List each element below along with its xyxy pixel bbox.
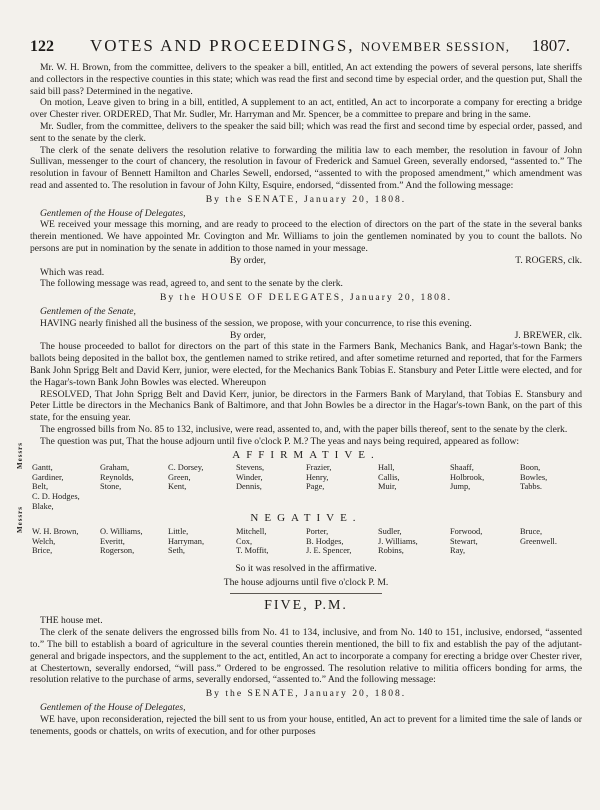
voter-name: C. Dorsey,: [168, 463, 204, 473]
senate-heading: By the SENATE, January 20, 1808.: [205, 193, 407, 205]
vote-column: [236, 463, 264, 492]
voter-name: Bowles,: [520, 472, 548, 482]
vote-column: [450, 527, 482, 556]
running-header: [30, 34, 570, 58]
voter-name: Hall,: [378, 463, 395, 473]
paragraph: The clerk of the senate delivers the engrossed bills from No. 41 to 134, inclusive, and from No. 140 to 151, inclusive, endorsed, “assented to.” The bill to establish a board of agriculture in the several counties therein mentioned, the bill to fix and establish the pay of the adjutant-general and brigade inspectors, and the supplement to the act, entitled, An act to incorporate a company for erecting a bridge over Chester river, at Chestertown, severally endorsed, “will pass.” Ordered to be engrossed. The resolution relative to militia officers bonding for arms, the resolution relative to the purchase of arms, severally endorsed, “assented to.” And the following message:: [30, 627, 582, 686]
paragraph: On motion, Leave given to bring in a bill, entitled, A supplement to an act, entitled, An act to incorporate a company for erecting a bridge over Chester river. ORDERED, That Mr. Sudler, Mr. Harryman and Mr. Spencer, be a committee to prepare and bring in the same.: [30, 97, 582, 121]
vote-result: So it was resolved in the affirmative.: [235, 563, 377, 575]
voter-name: Blake,: [32, 501, 54, 511]
voter-name: Porter,: [306, 527, 329, 537]
salutation: Gentlemen of the House of Delegates,: [40, 702, 186, 714]
page-body: [16, 62, 582, 737]
voter-name: Boon,: [520, 463, 541, 473]
voter-name: Seth,: [168, 546, 185, 556]
voter-name: J. Williams,: [378, 536, 418, 546]
voter-name: Gantt,: [32, 463, 53, 473]
voter-name: Gardiner,: [32, 472, 64, 482]
voter-name: Harryman,: [168, 536, 205, 546]
vote-column: [378, 463, 400, 492]
messrs-label: Messrs: [16, 442, 24, 470]
voter-name: Henry,: [306, 472, 329, 482]
message-text: HAVING nearly finished all the business of the session, we propose, with your concurrence, to rise this evening.: [40, 317, 472, 329]
by-order: By order,: [230, 329, 266, 341]
voter-name: O. Williams,: [100, 527, 143, 537]
paragraph: The engrossed bills from No. 85 to 132, inclusive, were read, assented to, and, with the paper bills thereof, sent to the senate by the clerk.: [40, 423, 568, 435]
voter-name: Green,: [168, 472, 191, 482]
signature-line: [30, 330, 582, 342]
affirmative-heading: AFFIRMATIVE.: [232, 448, 380, 461]
messrs-label: Messrs: [16, 506, 24, 534]
paragraph: The clerk of the senate delivers the resolution relative to forwarding the militia law to each member, the resolution in favour of John Sullivan, messenger to the court of chancery, the resolution in favour of Frederick and Samuel Green, severally endorsed, “assented to.” The resolution in favour of Bennett Hamilton and Charles Sewell, endorsed, “assented to with the proposed amendment,” which amendment was read and assented to. The resolution in favour of John Kilty, Esquire, endorsed, “dissented from.” And the following message:: [30, 144, 582, 191]
section-divider: [230, 593, 382, 594]
voter-name: Everitt,: [100, 536, 125, 546]
salutation: Gentlemen of the Senate,: [40, 305, 136, 317]
voter-name: Shaaff,: [450, 463, 474, 473]
voter-name: Holbrook,: [450, 472, 485, 482]
voter-name: Winder,: [236, 472, 263, 482]
voter-name: Kent,: [168, 482, 187, 492]
signer: T. ROGERS, clk.: [515, 254, 582, 266]
voter-name: Brice,: [32, 546, 53, 556]
voter-name: Rogerson,: [100, 546, 135, 556]
voter-name: Tabbs.: [520, 482, 542, 492]
paragraph: THE house met.: [40, 615, 103, 627]
voter-name: Bruce,: [520, 527, 543, 537]
paragraph: Mr. Sudler, from the committee, delivers to the speaker the said bill; which was read the first and second time by especial order, passed, and sent to the senate by the clerk.: [30, 120, 582, 144]
voter-name: Callis,: [378, 472, 400, 482]
paragraph: The house proceeded to ballot for directors on the part of this state in the Farmers Bank, Mechanics Bank, and Hagar's-town Bank; the ballots being deposited in the ballot box, the gentlemen named to strike retired, and after sometime returned and reported, that for the Farmers Bank John Sprigg Belt and David Kerr, junior, were elected, for the Mechanics Bank Tobias E. Stansbury and Peter Little were elected, and for the Hagar's-town Bank John Bowles was elected. Whereupon: [30, 341, 582, 388]
voter-name: Belt,: [32, 482, 49, 492]
voter-name: Reynolds,: [100, 472, 134, 482]
signature-line: [30, 255, 582, 267]
vote-column: [236, 527, 269, 556]
vote-column: [32, 527, 78, 556]
adjourn-line: The house adjourns until five o'clock P. M.: [223, 576, 389, 588]
salutation: Gentlemen of the House of Delegates,: [40, 207, 186, 219]
paragraph: The question was put, That the house adjourn until five o'clock P. M.? The yeas and nays being required, appeared as follow:: [40, 435, 520, 447]
vote-column: [168, 463, 204, 492]
signer: J. BREWER, clk.: [514, 329, 582, 341]
voter-name: Little,: [168, 527, 189, 537]
vote-column: [32, 463, 80, 511]
voter-name: Graham,: [100, 463, 130, 473]
afternoon-heading: FIVE, P.M.: [264, 597, 348, 613]
header-year: 1807.: [531, 36, 570, 55]
vote-column: [100, 527, 143, 556]
voter-name: C. D. Hodges,: [32, 492, 80, 502]
title-session: NOVEMBER SESSION,: [360, 39, 510, 54]
voter-name: Mitchell,: [236, 527, 267, 537]
voter-name: Frazier,: [306, 463, 332, 473]
vote-column: [306, 527, 351, 556]
voter-name: Dennis,: [236, 482, 262, 492]
message-text: WE received your message this morning, and are ready to proceed to the election of directors on the part of the state in the several banks therein mentioned. We have appointed Mr. Covington and Mr. Williams to join the gentlemen nominated by you to count the ballots. No persons are put in nomination by the senate in addition to those named in your message.: [30, 219, 582, 254]
paragraph: The following message was read, agreed to, and sent to the senate by the clerk.: [40, 278, 343, 290]
voter-name: Page,: [306, 482, 325, 492]
voter-name: Muir,: [378, 482, 397, 492]
paragraph: Mr. W. H. Brown, from the committee, delivers to the speaker a bill, entitled, An act extending the powers of several persons, late sheriffs and collectors in the respective counties in this state; which was read the first and second time by especial order, and the question put, Shall the said bill pass? Determined in the negative.: [30, 62, 582, 97]
voter-name: Ray,: [450, 546, 466, 556]
voter-name: Stewart,: [450, 536, 478, 546]
vote-column: [100, 463, 134, 492]
voter-name: Jump,: [450, 482, 471, 492]
senate-heading: By the SENATE, January 20, 1808.: [205, 688, 407, 700]
message-text: WE have, upon reconsideration, rejected the bill sent to us from your house, entitled, An act to prevent for a limited time the sale of lands or tenements, goods or chattels, on writs of execution, and for other purposes: [30, 713, 582, 737]
voter-name: Robins,: [378, 546, 404, 556]
voter-name: Stevens,: [236, 463, 265, 473]
vote-column: [306, 463, 331, 492]
running-title: [90, 36, 510, 56]
voter-name: Greenwell.: [520, 536, 557, 546]
vote-column: [520, 463, 547, 492]
voter-name: Stone,: [100, 482, 122, 492]
voter-name: Sudler,: [378, 527, 402, 537]
vote-column: [378, 527, 418, 556]
voter-name: Welch,: [32, 536, 56, 546]
negative-heading: NEGATIVE.: [250, 512, 362, 525]
by-order: By order,: [230, 254, 266, 266]
title-main: VOTES AND PROCEEDINGS,: [90, 36, 355, 55]
paragraph: RESOLVED, That John Sprigg Belt and David Kerr, junior, be directors in the Farmers Bank of Maryland, that Tobias E. Stansbury and Peter Little be directors in the Mechanics Bank of Baltimore, and that John Bowles be a director in the Hagar's-town Bank, on the part of this state, for the ensuing year.: [30, 388, 582, 424]
voter-name: J. E. Spencer,: [306, 546, 352, 556]
voter-name: T. Moffit,: [236, 546, 269, 556]
voter-name: W. H. Brown,: [32, 527, 79, 537]
voter-name: Forwood,: [450, 527, 483, 537]
house-heading: By the HOUSE OF DELEGATES, January 20, 1808.: [159, 292, 453, 304]
page-number: 122: [30, 38, 54, 55]
paragraph: Which was read.: [40, 266, 105, 278]
voter-name: Cox,: [236, 536, 253, 546]
voter-name: B. Hodges,: [306, 536, 344, 546]
vote-column: [520, 527, 557, 546]
vote-column: [450, 463, 484, 492]
vote-column: [168, 527, 204, 556]
